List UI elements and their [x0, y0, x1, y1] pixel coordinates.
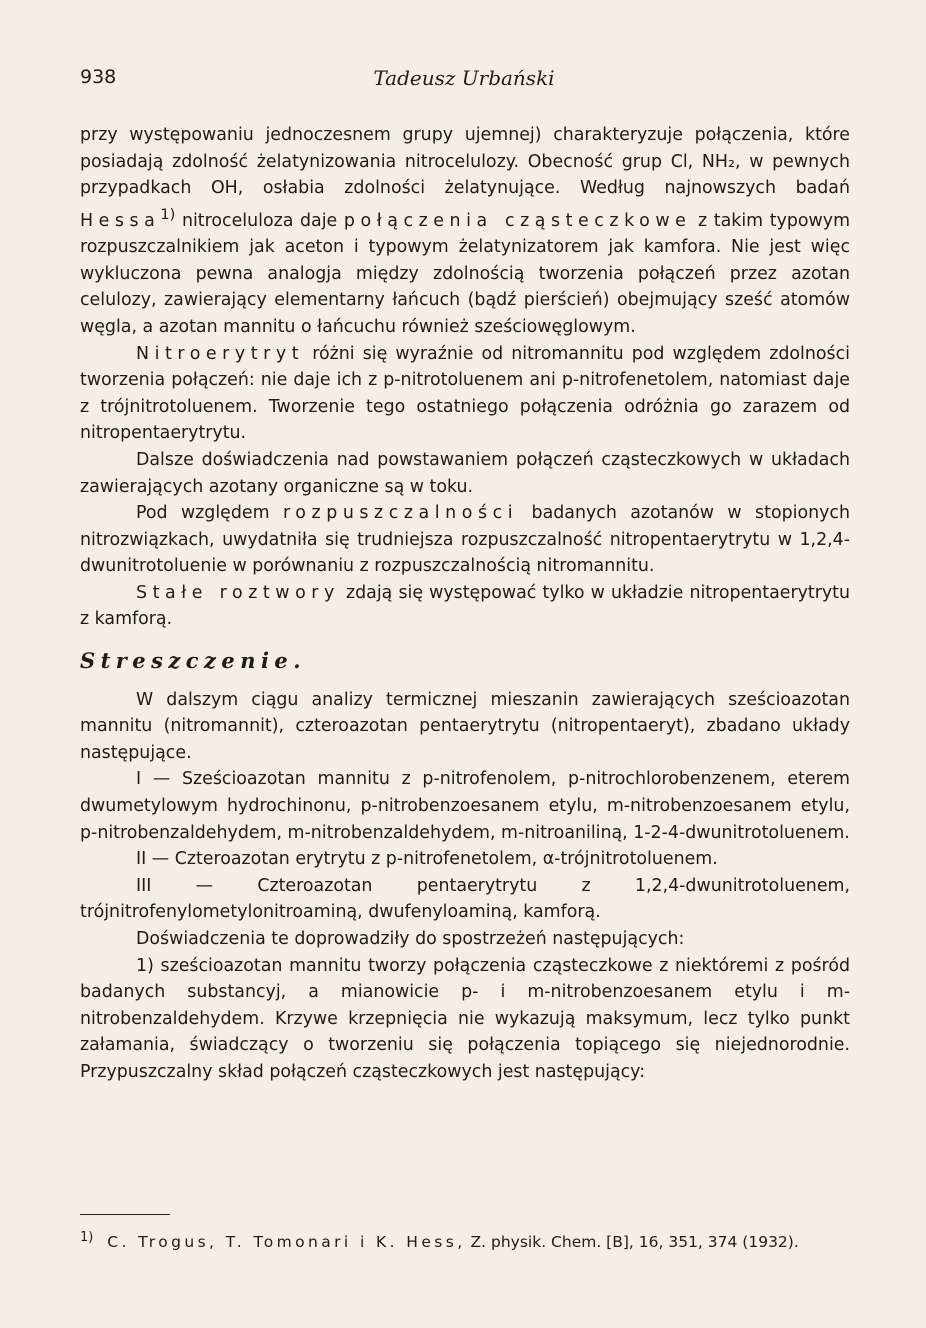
page-header: [80, 66, 848, 96]
paragraph-text: z takim typowym rozpuszczalnikiem jak aceton i typowym żelatynizatorem jak kamfora. Nie jest więc wykluczona pewna analogja między zdolnością tworzenia połączeń przez azotan celulozy, zawierający elementarny łańcuch (bądź pierścień) obejmujący sześć atomów węgla, a azotan mannitu o łańcuchu również sześciowęglowym.: [80, 210, 851, 337]
paragraph-3: Dalsze doświadczenia nad powstawaniem połączeń cząsteczkowych w układach zawierających azotany organiczne są w toku.: [80, 449, 850, 497]
paragraph-8: II — Czteroazotan erytrytu z p-nitrofenetolem, α-trójnitrotoluenem.: [136, 849, 718, 870]
paragraph-5: [80, 580, 850, 633]
paragraph-10: Doświadczenia te doprowadziły do spostrzeżeń następujących:: [136, 929, 685, 950]
paragraph-text: nitroceluloza daje: [181, 210, 338, 231]
running-head: Tadeusz Urbański: [373, 66, 555, 90]
paragraph-text: przy występowaniu jednoczesnem grupy ujemnej) charakteryzuje połączenia, które posiadają zdolność żelatynizowania nitrocelulozy. Obecność grup Cl, NH₂, w pewnych przypadkach OH, osłabia zdolności żelatynujące. Według najnowszych badań: [80, 125, 850, 199]
spaced-emphasis: Nitroerytryt: [136, 343, 305, 364]
spaced-emphasis: rozpuszczalności: [282, 503, 519, 524]
paragraph-7: I — Sześcioazotan mannitu z p-nitrofenolem, p-nitrochlorobenzenem, eterem dwumetylowym hydrochinonu, p-nitrobenzoesanem etylu, m-nitrobenzoesanem etylu, p-nitrobenzaldehydem, m-nitrobenzaldehydem, m-nitroaniliną, 1-2-4-dwunitrotoluenem.: [80, 769, 850, 843]
paragraph-6: W dalszym ciągu analizy termicznej mieszanin zawierających sześcioazotan mannitu (nitromannit), czteroazotan pentaerytrytu (nitropentaeryt), zbadano układy następujące.: [80, 689, 850, 763]
footnote: [80, 1226, 850, 1254]
spaced-emphasis: połączenia cząsteczkowe: [343, 210, 692, 231]
paragraph-text: Pod względem: [136, 503, 270, 524]
paragraph-2: [80, 341, 850, 447]
body-text: [80, 122, 850, 1086]
paragraph-11: 1) sześcioazotan mannitu tworzy połączenia cząsteczkowe z niektóremi z pośród badanych substancyj, a mianowicie p- i m-nitrobenzoesanem etylu i m-nitrobenzaldehydem. Krzywe krzepnięcia nie wykazują maksymum, lecz tylko punkt załamania, świadczący o tworzeniu się połączenia topiącego się niejednorodnie. Przypuszczalny skład połączeń cząsteczkowych jest następujący:: [80, 955, 850, 1082]
footnote-mark: 1): [80, 1230, 94, 1245]
footnote-ref: 1): [160, 206, 176, 223]
paragraph-9: III — Czteroazotan pentaerytrytu z 1,2,4-dwunitrotoluenem, trójnitrofenylometylonitroaminą, dwufenyloaminą, kamforą.: [80, 875, 850, 923]
spaced-emphasis: Stałe roztwory: [136, 582, 340, 603]
section-heading-summary: Streszczenie.: [80, 648, 307, 674]
paragraph-text: badanych azotanów w stopionych nitrozwiązkach, uwydatniła się trudniejsza rozpuszczalność nitropentaerytrytu w 1,2,4-dwunitrotoluenie w porównaniu z rozpuszczalnością nitromannitu.: [80, 503, 850, 577]
paragraph-4: [80, 500, 850, 580]
footnote-authors: C. Trogus, T. Tomonari i K. Hess,: [107, 1233, 466, 1252]
spaced-author-name: Hessa: [80, 210, 161, 231]
paragraph-1: [80, 122, 850, 341]
footnote-divider: [80, 1214, 170, 1215]
paragraph-text: różni się wyraźnie od nitromannitu pod względem zdolności tworzenia połączeń: nie daje ich z p-nitrotoluenem ani p-nitrofenetolem, natomiast daje z trójnitrotoluenem. Tworzenie tego ostatniego połączenia odróżnia go zarazem od nitropentaerytrytu.: [80, 343, 851, 444]
page-number: 938: [80, 66, 117, 88]
paragraph-text: zdają się występować tylko w układzie nitropentaerytrytu z kamforą.: [80, 582, 851, 630]
footnote-citation: Z. physik. Chem. [B], 16, 351, 374 (1932).: [470, 1233, 799, 1252]
